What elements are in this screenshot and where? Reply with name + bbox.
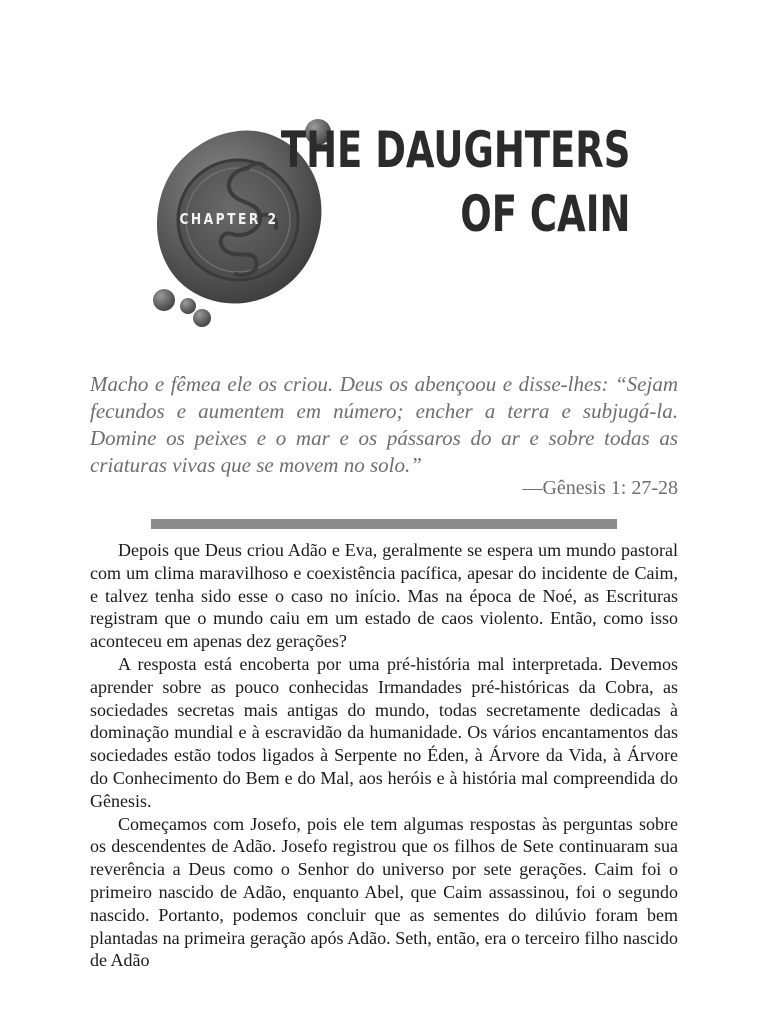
epigraph-quote: Macho e fêmea ele os criou. Deus os abençoou e disse-lhes: “Sejam fecundos e aumentem em número; encher a terra e subjugá-la. Domine os peixes e o mar e os pássaros do ar e sobre todas as criaturas vivas que se movem no solo.” — [90, 372, 678, 477]
paragraph: A resposta está encoberta por uma pré-história mal interpretada. Devemos aprender sobre as pouco conhecidas Irmandades pré-históricas da Cobra, as sociedades secretas mais antigas do mundo, todas secretamente dedicadas à dominação mundial e à escravidão da humanidade. Os vários encantamentos das sociedades estão todos ligados à Serpente no Éden, à Árvore da Vida, à Árvore do Conhecimento do Bem e do Mal, aos heróis e à história mal compreendida do Gênesis. — [90, 653, 678, 811]
body-text — [90, 539, 678, 972]
chapter-title-line2: OF CAIN — [459, 185, 630, 243]
epigraph-citation: —Gênesis 1: 27-28 — [522, 477, 678, 499]
chapter-title-line1: THE DAUGHTERS — [280, 121, 630, 179]
section-divider — [151, 519, 617, 529]
chapter-label: CHAPTER 2 — [179, 210, 279, 228]
chapter-title — [280, 118, 630, 246]
paragraph: Depois que Deus criou Adão e Eva, geralmente se espera um mundo pastoral com um clima maravilhoso e coexistência pacífica, apesar do incidente de Caim, e talvez tenha sido esse o caso no início. Mas na época de Noé, as Escrituras registram que o mundo caiu em um estado de caos violento. Então, como isso aconteceu em apenas dez gerações? — [90, 540, 678, 652]
paragraph: Começamos com Josefo, pois ele tem algumas respostas às perguntas sobre os descendentes de Adão. Josefo registrou que os filhos de Sete continuaram sua reverência a Deus como o Senhor do universo por sete gerações. Caim foi o primeiro nascido de Adão, enquanto Abel, que Caim assassinou, foi o segundo nascido. Portanto, podemos concluir que as sementes do dilúvio foram bem plantadas na primeira geração após Adão. Seth, então, era o terceiro filho nascido de Adão — [90, 813, 678, 971]
